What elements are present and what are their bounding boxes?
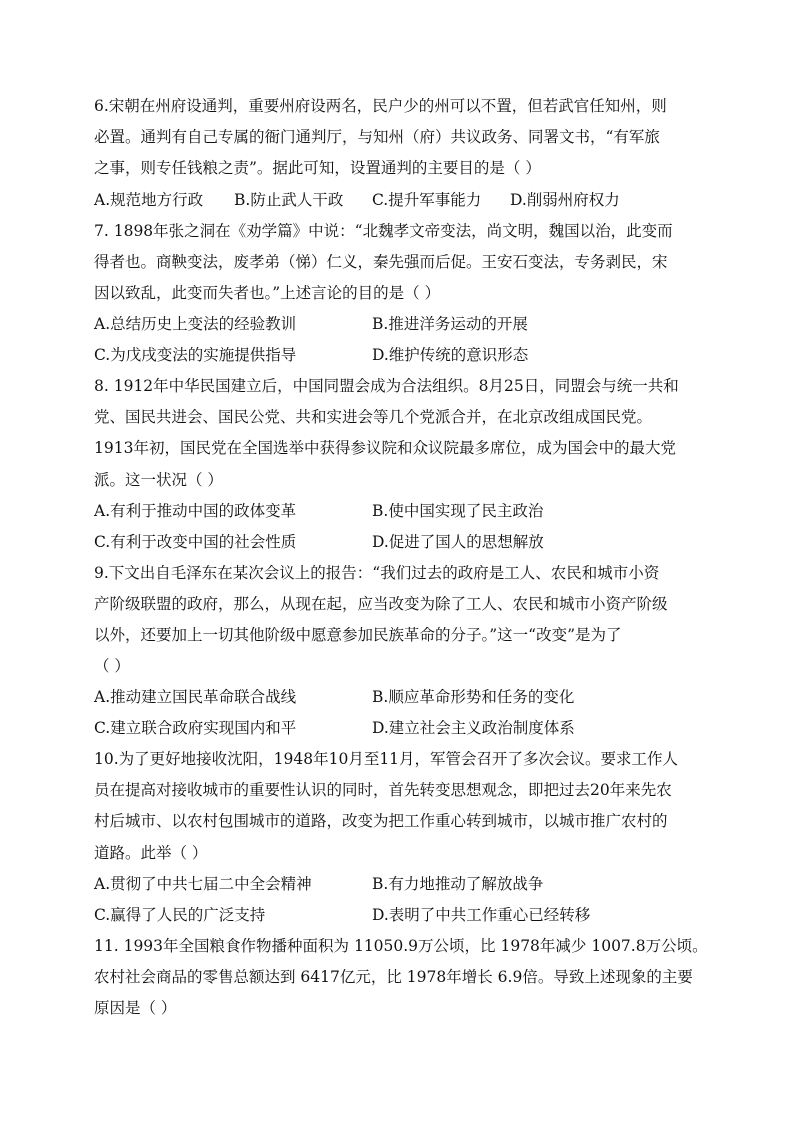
option-b: B.有力地推动了解放战争 (372, 875, 544, 893)
option-c: C.赢得了人民的广泛支持 (94, 906, 266, 924)
option-c: C.为戊戌变法的实施提供指导 (94, 346, 297, 364)
option-c: C.提升军事能力 (372, 191, 482, 209)
question-11-line-3: 原因是（ ） (94, 999, 177, 1017)
question-11-line-2: 农村社会商品的零售总额达到 6417亿元，比 1978年增长 6.9倍。导致上述现象的主要 (94, 968, 693, 986)
question-9-line-1: 9.下文出自毛泽东在某次会议上的报告：“我们过去的政府是工人、农民和城市小资 (94, 564, 660, 582)
option-b: B.推进洋务运动的开展 (372, 315, 528, 333)
option-c: C.有利于改变中国的社会性质 (94, 533, 297, 551)
question-8-line-1: 8. 1912年中华民国建立后，中国同盟会成为合法组织。8月25日，同盟会与统一共和 (94, 377, 679, 395)
question-10-line-4: 道路。此举（ ） (94, 844, 208, 862)
question-8-options-row-1 (94, 501, 704, 521)
question-7-options-row-1 (94, 314, 704, 334)
question-10-options-row-2 (94, 905, 704, 925)
question-7-options-row-2 (94, 345, 704, 365)
question-9-line-2: 产阶级联盟的政府，那么，从现在起，应当改变为除了工人、农民和城市小资产阶级 (94, 595, 668, 613)
option-c: C.建立联合政府实现国内和平 (94, 719, 297, 737)
question-8-line-2: 党、国民共进会、国民公党、共和实进会等几个党派合并，在北京改组成国民党。 (94, 408, 653, 426)
question-8-line-3: 1913年初，国民党在全国选举中获得参议院和众议院最多席位，成为国会中的最大党 (94, 439, 676, 457)
question-9-line-4: （ ） (94, 657, 130, 675)
question-6-options (94, 190, 704, 210)
question-9-options-row-2 (94, 718, 704, 738)
option-a: A.贯彻了中共七届二中全会精神 (94, 875, 312, 893)
option-a: A.有利于推动中国的政体变革 (94, 502, 297, 520)
question-8-options-row-2 (94, 532, 704, 552)
option-d: D.表明了中共工作重心已经转移 (372, 906, 591, 924)
option-d: D.维护传统的意识形态 (372, 346, 529, 364)
question-6-line-1: 6.宋朝在州府设通判，重要州府设两名，民户少的州可以不置，但若武官任知州，则 (94, 97, 667, 115)
option-d: D.削弱州府权力 (510, 191, 620, 209)
question-6-line-2: 必置。通判有自己专属的衙门通判厅，与知州（府）共议政务、同署文书，“有军旅 (94, 128, 660, 146)
option-b: B.顺应革命形势和任务的变化 (372, 688, 575, 706)
question-10-line-2: 员在提高对接收城市的重要性认识的同时，首先转变思想观念，即把过去20年来先农 (94, 781, 672, 799)
question-10-line-3: 村后城市、以农村包围城市的道路，改变为把工作重心转到城市，以城市推广农村的 (94, 812, 668, 830)
option-a: A.规范地方行政 (94, 191, 204, 209)
question-7-line-3: 因以致乱，此变而失者也。”上述言论的目的是（ ） (94, 284, 441, 302)
question-11-line-1: 11. 1993年全国粮食作物播种面积为 11050.9万公顷，比 1978年减少 1007.8万公顷。 (94, 937, 708, 955)
option-a: A.推动建立国民革命联合战线 (94, 688, 297, 706)
question-9-line-3: 以外，还要加上一切其他阶级中愿意参加民族革命的分子。”这一“改变”是为了 (94, 626, 622, 644)
option-a: A.总结历史上变法的经验教训 (94, 315, 297, 333)
option-d: D.促进了国人的思想解放 (372, 533, 544, 551)
option-d: D.建立社会主义政治制度体系 (372, 719, 575, 737)
question-10-options-row-1 (94, 874, 704, 894)
question-10-line-1: 10.为了更好地接收沈阳，1948年10月至11月，军管会召开了多次会议。要求工作人 (94, 750, 679, 768)
question-8-line-4: 派。这一状况（ ） (94, 471, 223, 489)
question-7-line-1: 7. 1898年张之洞在《劝学篇》中说：“北魏孝文帝变法，尚文明，魏国以治，此变而 (94, 222, 673, 240)
option-b: B.使中国实现了民主政治 (372, 502, 544, 520)
question-7-line-2: 得者也。商鞅变法，废孝弟（悌）仁义，秦先强而后促。王安石变法，专务剥民，宋 (94, 253, 668, 271)
option-b: B.防止武人干政 (234, 191, 344, 209)
question-9-options-row-1 (94, 687, 704, 707)
question-6-line-3: 之事，则专任钱粮之责”。据此可知，设置通判的主要目的是（ ） (94, 159, 541, 177)
